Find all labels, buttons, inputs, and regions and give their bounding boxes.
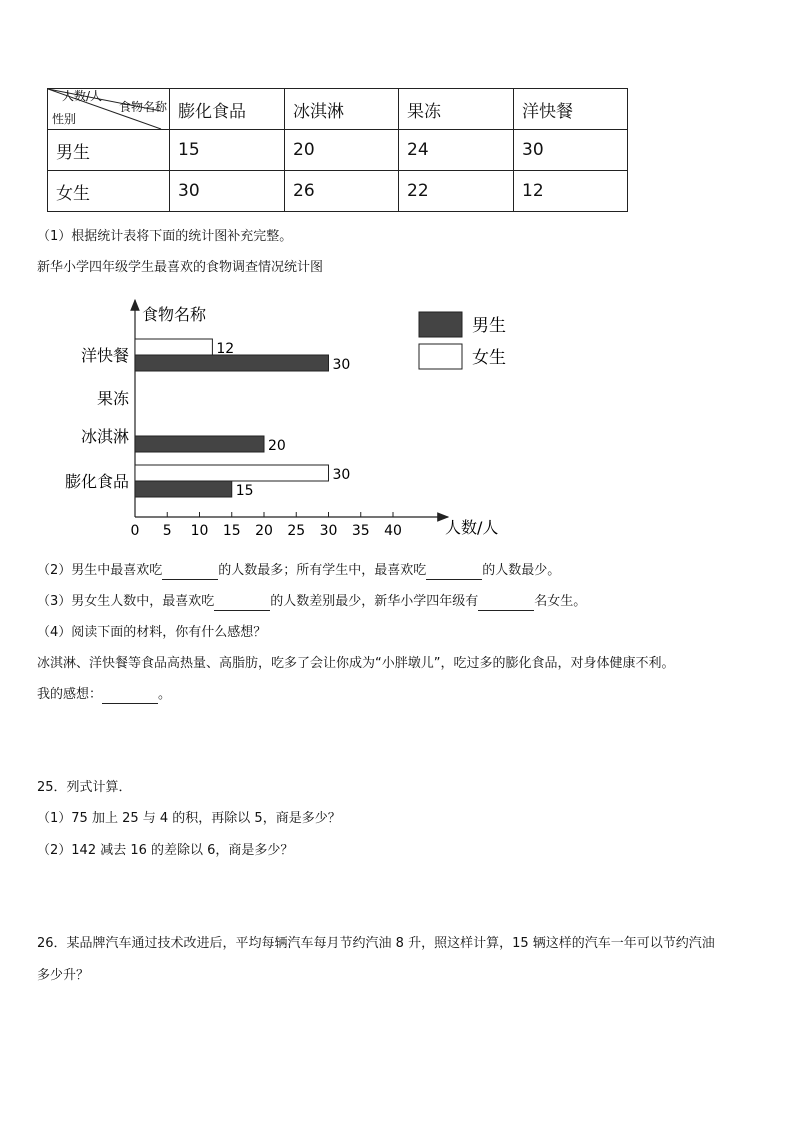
table-cell: 24 — [399, 130, 514, 171]
bar-value-label: 12 — [216, 341, 235, 357]
question-3 — [37, 593, 586, 611]
question-2-part-b: 的人数最多；所有学生中，最喜欢吃 — [218, 563, 427, 578]
x-tick-label: 20 — [255, 523, 273, 539]
x-tick-label: 25 — [287, 523, 306, 539]
question-3-part-a: （3）男女生人数中，最喜欢吃 — [37, 594, 215, 609]
answer-blank[interactable] — [102, 689, 158, 704]
table-row — [48, 130, 628, 171]
table-cell: 30 — [170, 171, 285, 212]
chart-title: 新华小学四年级学生最喜欢的食物调查情况统计图 — [37, 260, 324, 275]
question-26-line-2: 多少升？ — [37, 968, 90, 983]
table-header-row — [48, 89, 628, 130]
feeling-label: 我的感想： — [37, 687, 103, 702]
table-column-header: 膨化食品 — [170, 89, 285, 130]
answer-blank[interactable] — [162, 565, 218, 580]
table-column-header: 洋快餐 — [514, 89, 628, 130]
bar-group — [135, 339, 350, 499]
x-tick-label: 10 — [190, 523, 209, 539]
table-cell: 20 — [285, 130, 399, 171]
legend — [419, 312, 506, 369]
x-tick-label: 40 — [384, 523, 402, 539]
question-2-part-c: 的人数最少。 — [482, 563, 561, 578]
x-tick-label: 0 — [130, 523, 140, 539]
answer-blank[interactable] — [426, 565, 482, 580]
corner-label-count: 人数/人 — [62, 89, 103, 103]
answer-blank[interactable] — [478, 596, 534, 611]
category-label: 膨化食品 — [64, 472, 129, 491]
x-tick-label: 5 — [162, 523, 172, 539]
legend-swatch — [419, 312, 462, 337]
question-25-part-2: （2）142 减去 16 的差除以 6，商是多少？ — [37, 843, 294, 858]
x-tick-label: 15 — [222, 523, 241, 539]
bar-value-label: 30 — [332, 467, 351, 483]
y-axis-label: 食物名称 — [142, 305, 207, 324]
bar-value-label: 20 — [268, 438, 286, 454]
question-1: （1）根据统计表将下面的统计图补充完整。 — [37, 229, 293, 244]
x-tick-label: 35 — [351, 523, 370, 539]
question-2 — [37, 562, 560, 580]
legend-swatch — [419, 344, 462, 369]
bar-boys — [135, 355, 329, 371]
bar-boys — [135, 481, 232, 497]
question-26-line-1: 26．某品牌汽车通过技术改进后，平均每辆汽车每月节约汽油 8 升，照这样计算，15 辆这样的汽车一年可以节约汽油 — [37, 936, 715, 951]
table-row — [48, 171, 628, 212]
bar-girls — [135, 465, 329, 481]
feeling-line — [37, 686, 171, 704]
table-cell: 30 — [514, 130, 628, 171]
question-3-part-c: 名女生。 — [534, 594, 587, 609]
bar-value-label: 15 — [235, 483, 254, 499]
category-label: 果冻 — [96, 389, 129, 408]
legend-label: 男生 — [472, 316, 506, 336]
stats-table — [47, 88, 628, 212]
bar-boys — [135, 436, 264, 452]
table-row-label: 男生 — [48, 130, 170, 171]
table-cell: 26 — [285, 171, 399, 212]
table-header-corner — [48, 89, 170, 130]
bar-value-label: 30 — [332, 357, 351, 373]
question-3-part-b: 的人数差别最少，新华小学四年级有 — [270, 594, 479, 609]
reading-material: 冰淇淋、洋快餐等食品高热量、高脂肪，吃多了会让你成为“小胖墩儿”，吃过多的膨化食品，对身体健康不利。 — [37, 656, 675, 671]
legend-label: 女生 — [472, 348, 506, 368]
table-cell: 15 — [170, 130, 285, 171]
x-axis-label: 人数/人 — [445, 518, 499, 537]
answer-blank[interactable] — [214, 596, 270, 611]
category-label: 洋快餐 — [80, 346, 129, 365]
question-25-title: 25．列式计算． — [37, 780, 132, 795]
question-4: （4）阅读下面的材料，你有什么感想？ — [37, 625, 267, 640]
table-column-header: 冰淇淋 — [285, 89, 399, 130]
corner-label-gender: 性别 — [52, 112, 77, 126]
question-2-part-a: （2）男生中最喜欢吃 — [37, 563, 163, 578]
feeling-end: 。 — [158, 687, 172, 702]
x-tick-label: 30 — [319, 523, 338, 539]
table-cell: 12 — [514, 171, 628, 212]
table-row-label: 女生 — [48, 171, 170, 212]
table-column-header: 果冻 — [399, 89, 514, 130]
table-cell: 22 — [399, 171, 514, 212]
corner-label-food: 食物名称 — [118, 100, 167, 114]
category-label: 冰淇淋 — [80, 427, 129, 446]
bar-chart — [40, 290, 520, 545]
question-25-part-1: （1）75 加上 25 与 4 的积，再除以 5，商是多少？ — [37, 811, 341, 826]
bar-girls — [135, 339, 212, 355]
